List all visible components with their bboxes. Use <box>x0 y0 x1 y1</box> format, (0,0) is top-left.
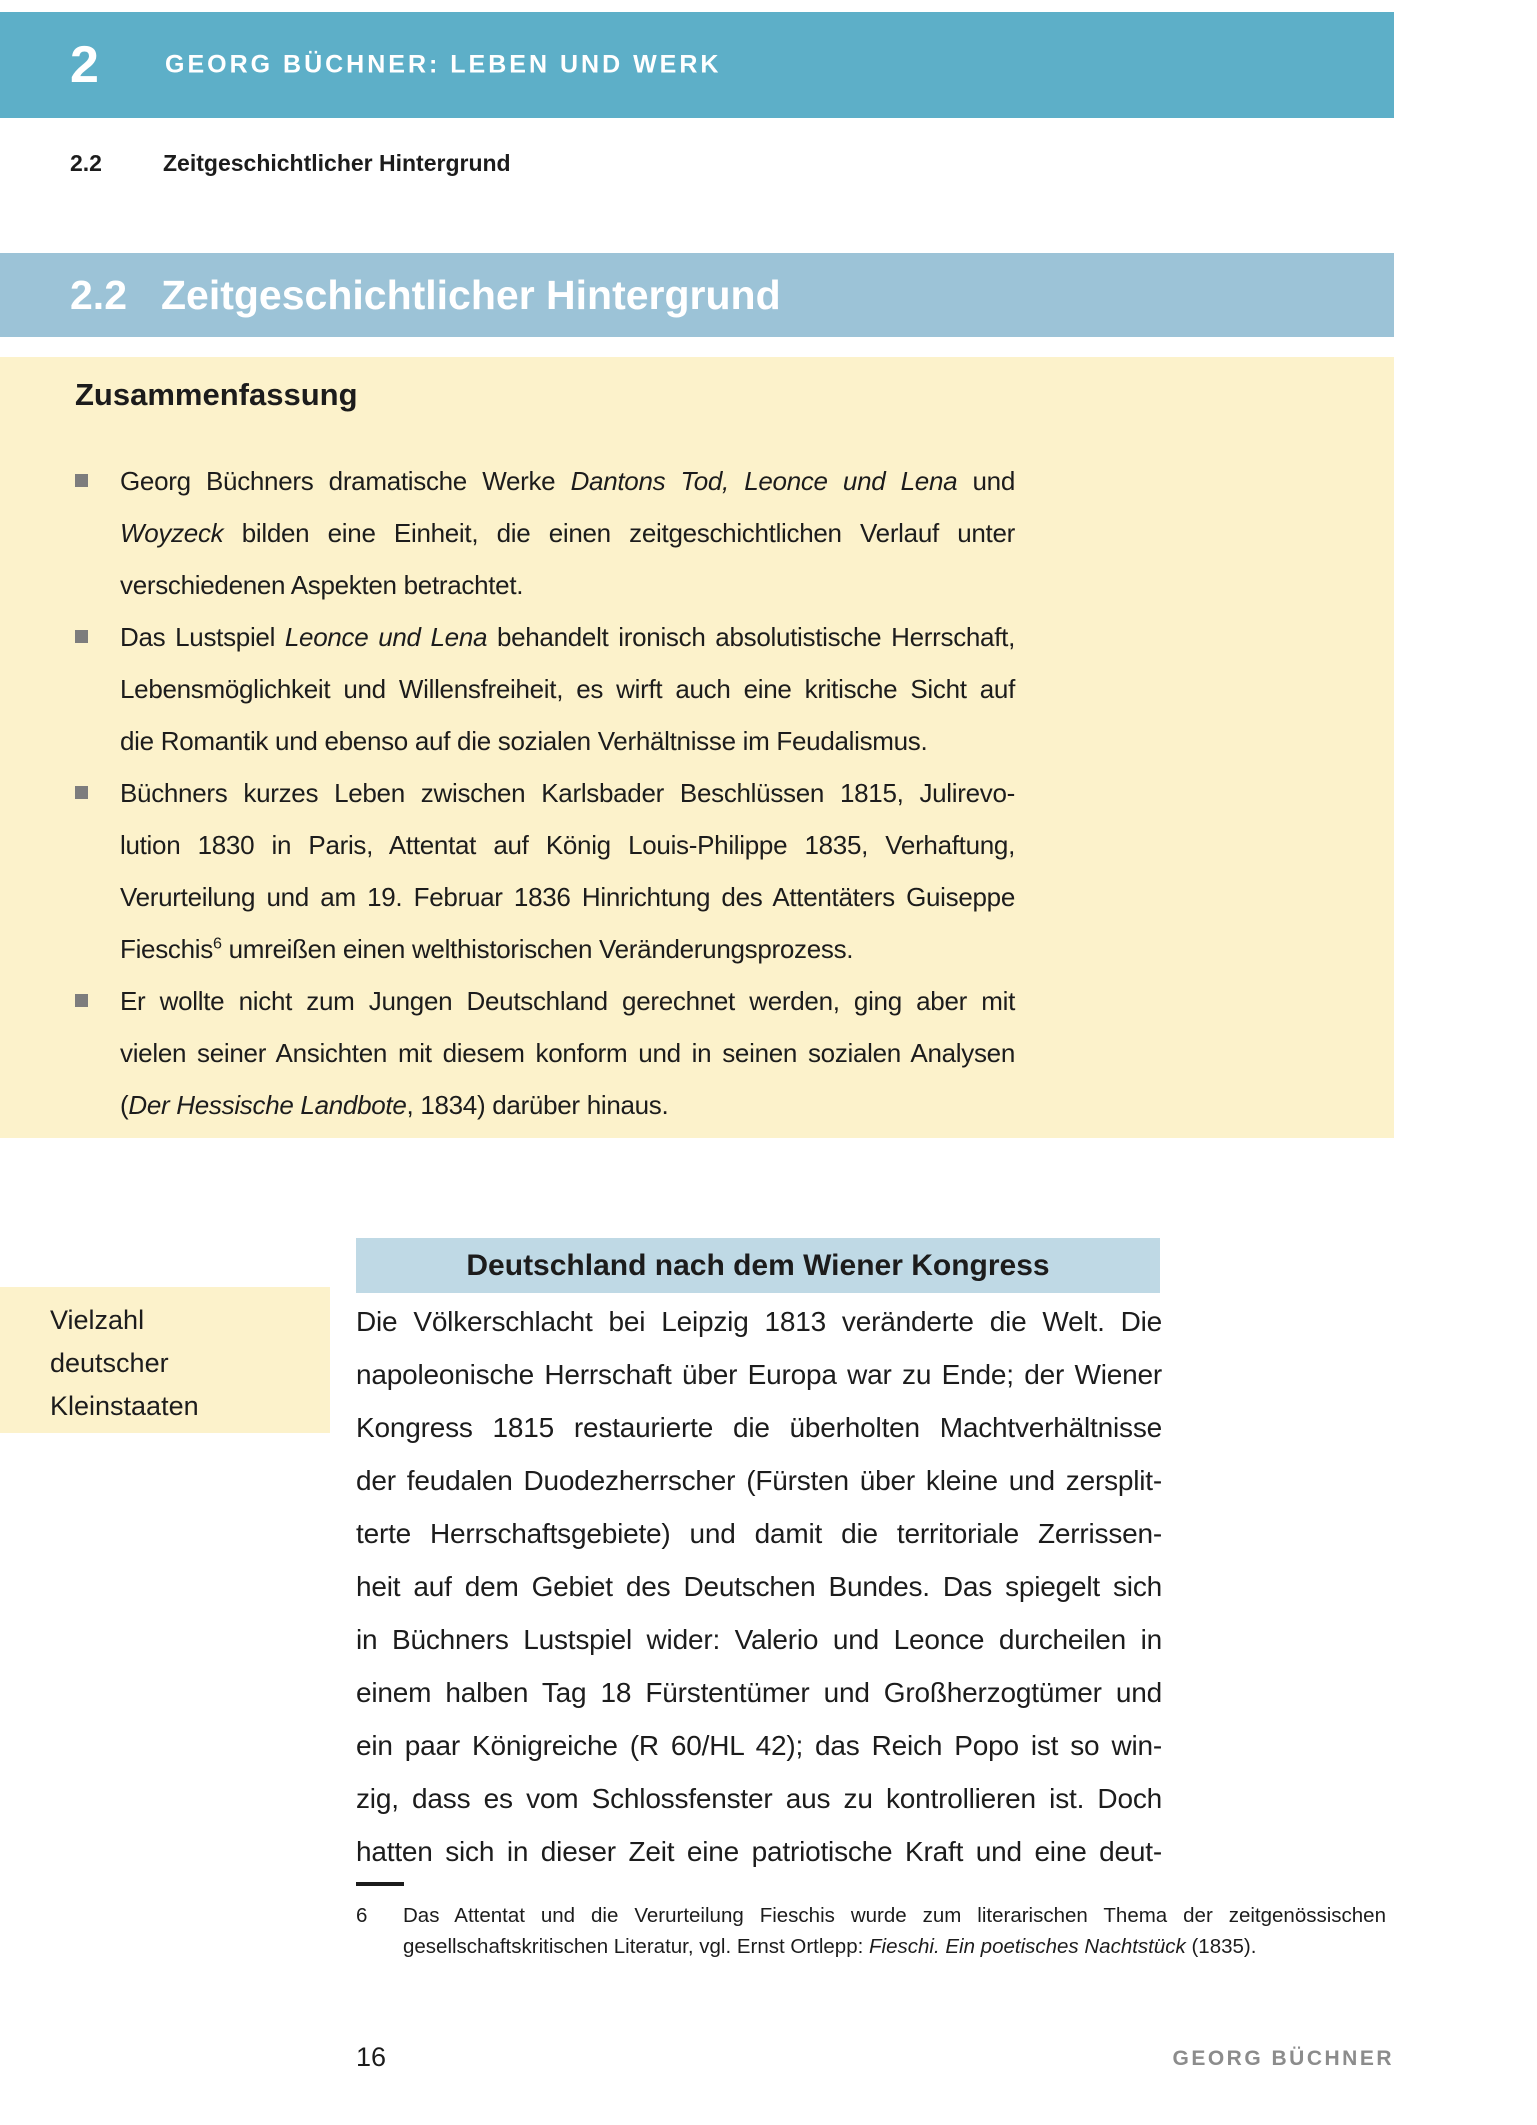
chapter-number: 2 <box>70 36 99 94</box>
text-line: napoleonische Herrschaft über Europa war zu Ende; der Wiener <box>356 1359 1162 1390</box>
text-line: heit auf dem Gebiet des Deutschen Bundes. Das spiegelt sich <box>356 1571 1162 1602</box>
list-item <box>0 767 1394 975</box>
text-line: Georg Büchners dramatische Werke Dantons Tod, Leonce und Lena und <box>120 466 1015 496</box>
page-number: 16 <box>356 2042 387 2072</box>
footnote-marker: 6 <box>356 1904 368 1927</box>
footnote-line: gesellschaftskritischen Literatur, vgl. Ernst Ortlepp: Fieschi. Ein poetisches Nachtstück (1835). <box>403 1935 1257 1958</box>
text-line: Er wollte nicht zum Jungen Deutschland gerechnet werden, ging aber mit <box>120 986 1015 1016</box>
footnote-lines <box>403 1900 1386 1962</box>
text-line: hatten sich in dieser Zeit eine patriotische Kraft und eine deut- <box>356 1836 1162 1867</box>
text-line: Woyzeck bilden eine Einheit, die einen zeitgeschichtlichen Verlauf unter <box>120 518 1015 548</box>
section-title: Zeitgeschichtlicher Hintergrund <box>161 272 781 318</box>
breadcrumb-number: 2.2 <box>70 150 102 176</box>
bullet-square-icon <box>75 630 88 643</box>
list-item <box>0 975 1394 1131</box>
breadcrumb-title: Zeitgeschichtlicher Hintergrund <box>163 150 511 176</box>
text-line: Lebensmöglichkeit und Willensfreiheit, es wirft auch eine kritische Sicht auf <box>120 674 1015 704</box>
body-paragraph <box>356 1295 1162 1878</box>
running-footer: GEORG BÜCHNER <box>1172 2047 1394 2070</box>
footnote <box>356 1900 1386 1962</box>
text-line: Die Völkerschlacht bei Leipzig 1813 veränderte die Welt. Die <box>356 1306 1162 1337</box>
section-header-band <box>0 253 1394 337</box>
footnote-separator <box>356 1882 404 1886</box>
breadcrumb <box>70 150 511 177</box>
subsection-heading: Deutschland nach dem Wiener Kongress <box>466 1249 1050 1282</box>
text-line: in Büchners Lustspiel wider: Valerio und Leonce durcheilen in <box>356 1624 1162 1655</box>
list-item-text <box>120 975 1015 1131</box>
italic-text: Woyzeck <box>120 518 224 548</box>
text-line: Verurteilung und am 19. Februar 1836 Hinrichtung des Attentäters Guiseppe <box>120 882 1015 912</box>
text-line: vielen seiner Ansichten mit diesem konform und in seinen sozialen Analysen <box>120 1038 1015 1068</box>
list-item <box>0 611 1394 767</box>
list-item-text <box>120 611 1015 767</box>
text-line: (Der Hessische Landbote, 1834) darüber hinaus. <box>120 1090 669 1120</box>
text-line: lution 1830 in Paris, Attentat auf König Louis-Philippe 1835, Verhaftung, <box>120 830 1015 860</box>
italic-text: Dantons Tod, Leonce und Lena <box>570 466 958 496</box>
text-line: die Romantik und ebenso auf die sozialen Verhältnisse im Feudalismus. <box>120 726 928 756</box>
bullet-square-icon <box>75 786 88 799</box>
text-line: Büchners kurzes Leben zwischen Karlsbader Beschlüssen 1815, Julirevo- <box>120 778 1015 808</box>
summary-title: Zusammenfassung <box>75 377 358 412</box>
text-line: zig, dass es vom Schlossfenster aus zu kontrollieren ist. Doch <box>356 1783 1162 1814</box>
bullet-square-icon <box>75 994 88 1007</box>
footnote-line: Das Attentat und die Verurteilung Fieschis wurde zum literarischen Thema der zeitgenössischen <box>403 1904 1386 1927</box>
chapter-header-band <box>0 12 1394 118</box>
margin-note-line: Vielzahl <box>50 1305 145 1335</box>
italic-text: Der Hessische Landbote <box>128 1090 407 1120</box>
text-line: terte Herrschaftsgebiete) und damit die territoriale Zerrissen- <box>356 1518 1162 1549</box>
text-line: Das Lustspiel Leonce und Lena behandelt ironisch absolutistische Herrschaft, <box>120 622 1015 652</box>
chapter-title: GEORG BÜCHNER: LEBEN UND WERK <box>165 50 722 79</box>
summary-list <box>0 455 1394 1131</box>
footnote-ref: 6 <box>212 934 222 953</box>
text-line: ein paar Königreiche (R 60/HL 42); das Reich Popo ist so win- <box>356 1730 1162 1761</box>
margin-note-line: deutscher <box>50 1348 169 1378</box>
text-line: verschiedenen Aspekten betrachtet. <box>120 570 524 600</box>
margin-note <box>0 1287 330 1433</box>
bullet-square-icon <box>75 474 88 487</box>
list-item-text <box>120 767 1015 975</box>
text-line: der feudalen Duodezherrscher (Fürsten über kleine und zersplit- <box>356 1465 1162 1496</box>
list-item-text <box>120 455 1015 611</box>
summary-box <box>0 357 1394 1138</box>
italic-text: Leonce und Lena <box>284 622 488 652</box>
text-line: Kongress 1815 restaurierte die überholten Machtverhältnisse <box>356 1412 1162 1443</box>
margin-note-line: Kleinstaaten <box>50 1391 199 1421</box>
italic-text: Fieschi. Ein poetisches Nachtstück <box>869 1935 1186 1958</box>
subsection-heading-band <box>356 1238 1160 1293</box>
text-line: einem halben Tag 18 Fürstentümer und Großherzogtümer und <box>356 1677 1162 1708</box>
text-line: Fieschis$^6$ umreißen einen welthistorischen Veränderungsprozess. <box>120 934 854 964</box>
list-item <box>0 455 1394 611</box>
section-number: 2.2 <box>70 272 127 318</box>
